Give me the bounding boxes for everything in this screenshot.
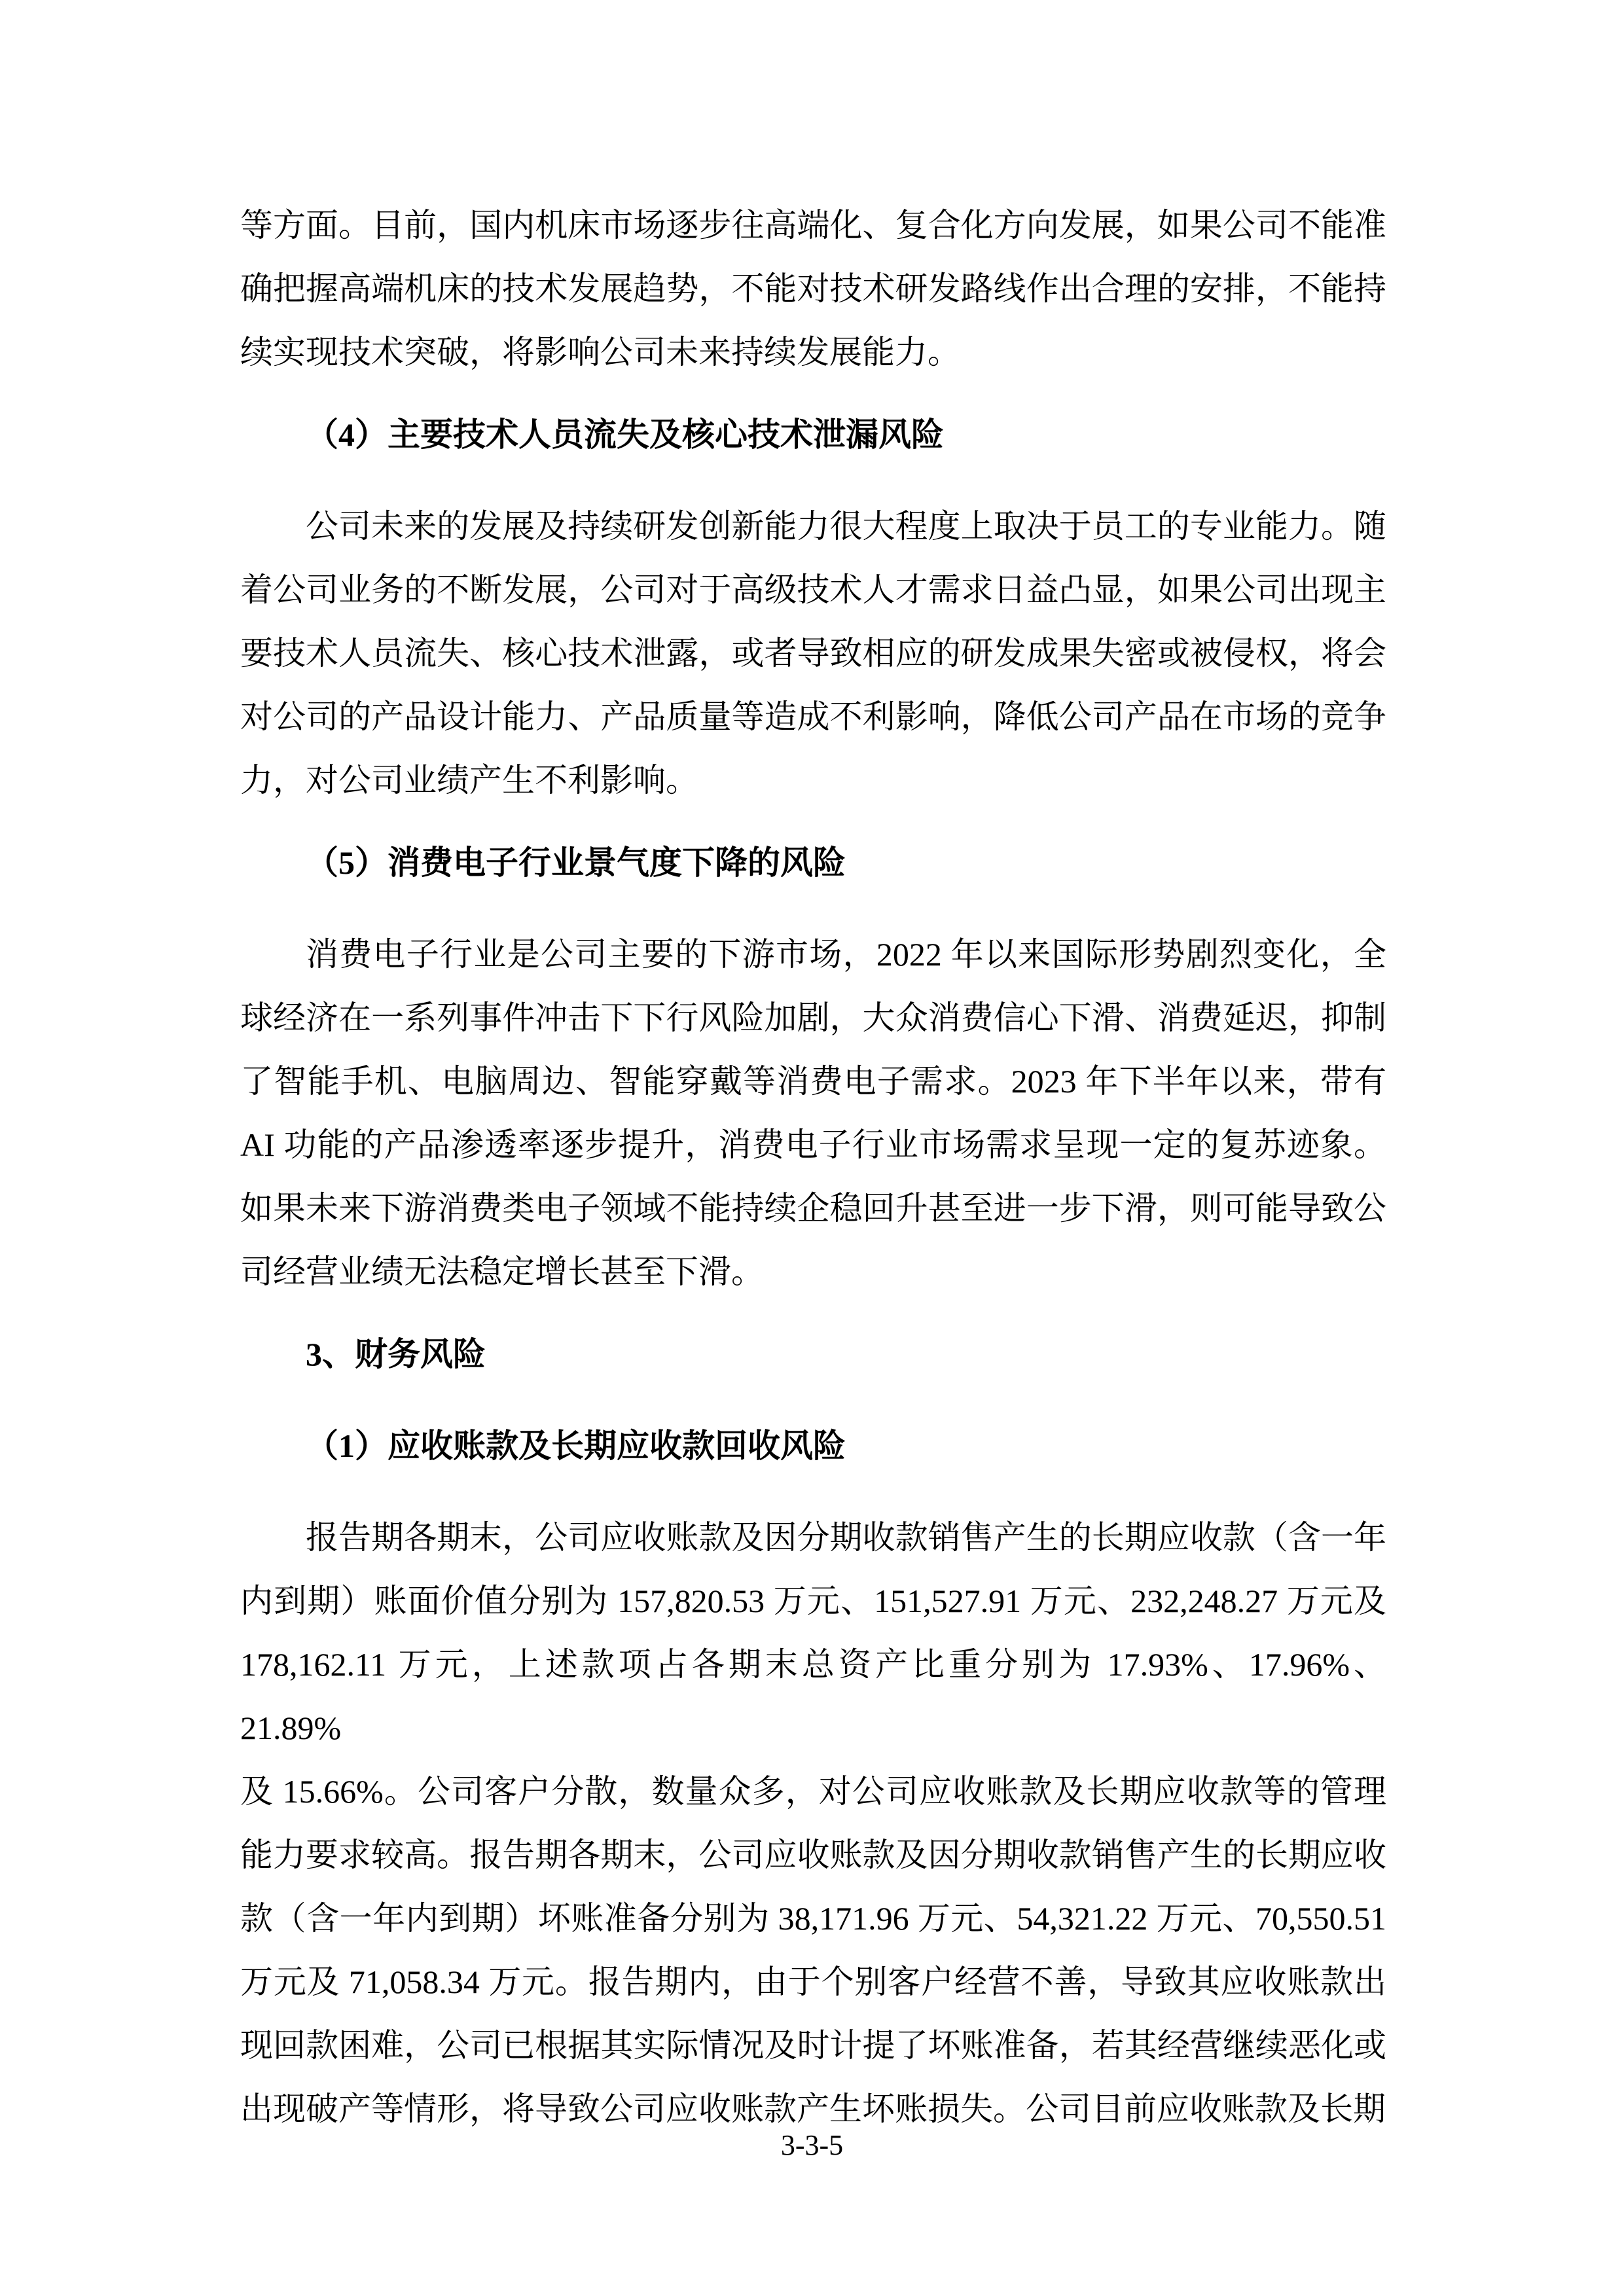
paragraph <box>240 495 1386 812</box>
section-heading-financial-risk: 3、财务风险 <box>306 1336 486 1372</box>
paragraph-line: 现回款困难，公司已根据其实际情况及时计提了坏账准备，若其经营继续恶化或 <box>240 2027 1386 2064</box>
paragraph-line: 对公司的产品设计能力、产品质量等造成不利影响，降低公司产品在市场的竞争 <box>240 698 1386 735</box>
paragraph-line: 能力要求较高。报告期各期末，公司应收账款及因分期收款销售产生的长期应收 <box>240 1837 1386 1873</box>
paragraph-line: 报告期各期末，公司应收账款及因分期收款销售产生的长期应收款（含一年 <box>306 1519 1386 1556</box>
paragraph-line: 力，对公司业绩产生不利影响。 <box>240 762 698 798</box>
paragraph-line: 球经济在一系列事件冲击下下行风险加剧，大众消费信心下滑、消费延迟，抑制 <box>240 999 1386 1036</box>
section-heading-5: （5）消费电子行业景气度下降的风险 <box>306 844 846 881</box>
paragraph-line: 款（含一年内到期）坏账准备分别为 38,171.96 万元、54,321.22 万元、70,550.51 <box>240 1900 1386 1937</box>
paragraph-line: 了智能手机、电脑周边、智能穿戴等消费电子需求。2023 年下半年以来，带有 <box>240 1063 1386 1100</box>
paragraph-line: 着公司业务的不断发展，公司对于高级技术人才需求日益凸显，如果公司出现主 <box>240 571 1386 608</box>
paragraph-continuation <box>240 194 1386 384</box>
paragraph-line: 要技术人员流失、核心技术泄露，或者导致相应的研发成果失密或被侵权，将会 <box>240 635 1386 672</box>
paragraph-line: 出现破产等情形，将导致公司应收账款产生坏账损失。公司目前应收账款及长期 <box>240 2090 1386 2127</box>
paragraph-line: 司经营业绩无法稳定增长甚至下滑。 <box>240 1253 764 1290</box>
paragraph-line: 及 15.66%。公司客户分散，数量众多，对公司应收账款及长期应收款等的管理 <box>240 1773 1386 1810</box>
paragraph-line: 万元及 71,058.34 万元。报告期内，由于个别客户经营不善，导致其应收账款出 <box>240 1964 1386 2000</box>
paragraph-line: 公司未来的发展及持续研发创新能力很大程度上取决于员工的专业能力。随 <box>306 508 1386 545</box>
paragraph <box>240 1506 1386 2141</box>
section-heading-1: （1）应收账款及长期应收款回收风险 <box>306 1427 846 1464</box>
page-number: 3-3-5 <box>780 2129 844 2161</box>
paragraph-line: 178,162.11 万元，上述款项占各期末总资产比重分别为 17.93%、17.96%、21.89% <box>240 1646 1386 1746</box>
paragraph <box>240 923 1386 1304</box>
paragraph-line: 续实现技术突破，将影响公司未来持续发展能力。 <box>240 334 960 370</box>
paragraph-line: 确把握高端机床的技术发展趋势，不能对技术研发路线作出合理的安排，不能持 <box>240 270 1386 307</box>
paragraph-line: 内到期）账面价值分别为 157,820.53 万元、151,527.91 万元、232,248.27 万元及 <box>240 1583 1386 1619</box>
section-heading-4: （4）主要技术人员流失及核心技术泄漏风险 <box>306 416 944 453</box>
paragraph-line: 等方面。目前，国内机床市场逐步往高端化、复合化方向发展，如果公司不能准 <box>240 207 1386 243</box>
paragraph-line: 消费电子行业是公司主要的下游市场，2022 年以来国际形势剧烈变化，全 <box>306 936 1386 973</box>
paragraph-line: AI 功能的产品渗透率逐步提升，消费电子行业市场需求呈现一定的复苏迹象。 <box>240 1126 1386 1163</box>
paragraph-line: 如果未来下游消费类电子领域不能持续企稳回升甚至进一步下滑，则可能导致公 <box>240 1190 1386 1227</box>
